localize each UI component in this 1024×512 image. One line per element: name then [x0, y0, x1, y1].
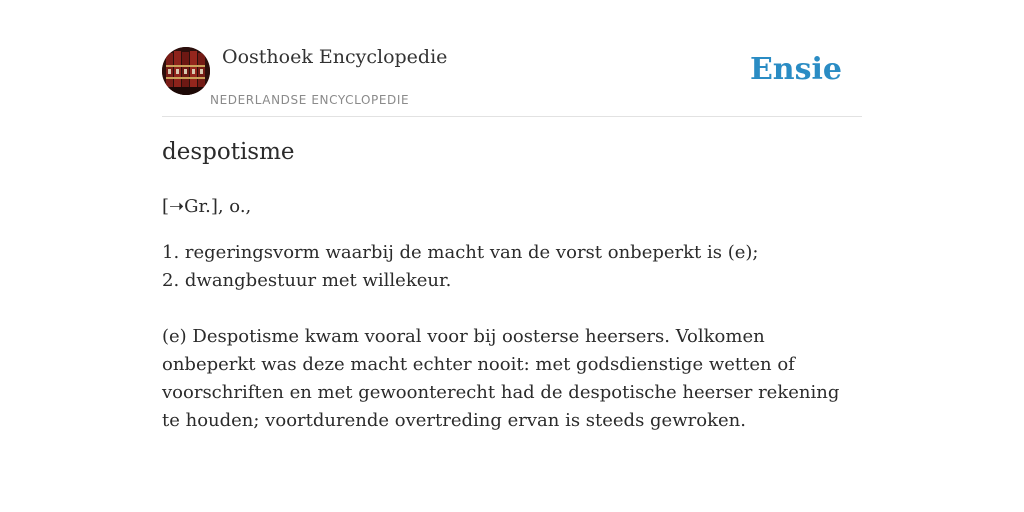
ensie-logo-link[interactable]: Ensie — [749, 52, 842, 87]
book-subtitle: NEDERLANDSE ENCYCLOPEDIE — [210, 93, 410, 107]
books-icon — [162, 47, 210, 95]
definition-list — [162, 239, 862, 295]
book-cover-avatar[interactable] — [162, 47, 210, 95]
entry-header — [162, 46, 862, 117]
entry-term: despotisme — [162, 139, 295, 165]
definition-item: 1. regeringsvorm waarbij de macht van de vorst onbeperkt is (e); — [162, 242, 759, 263]
entry-etymology: [➝Gr.], o., — [162, 196, 252, 217]
entry-note: (e) Despotisme kwam vooral voor bij oosterse heersers. Volkomen onbeperkt was deze macht echter nooit: met godsdienstige wetten of voorschriften en met gewoonterecht had de despotische heerser rekening te houden; voortdurende overtreding ervan is steeds gewroken. — [162, 326, 840, 431]
definition-item: 2. dwangbestuur met willekeur. — [162, 270, 452, 291]
book-title[interactable]: Oosthoek Encyclopedie — [222, 46, 448, 68]
